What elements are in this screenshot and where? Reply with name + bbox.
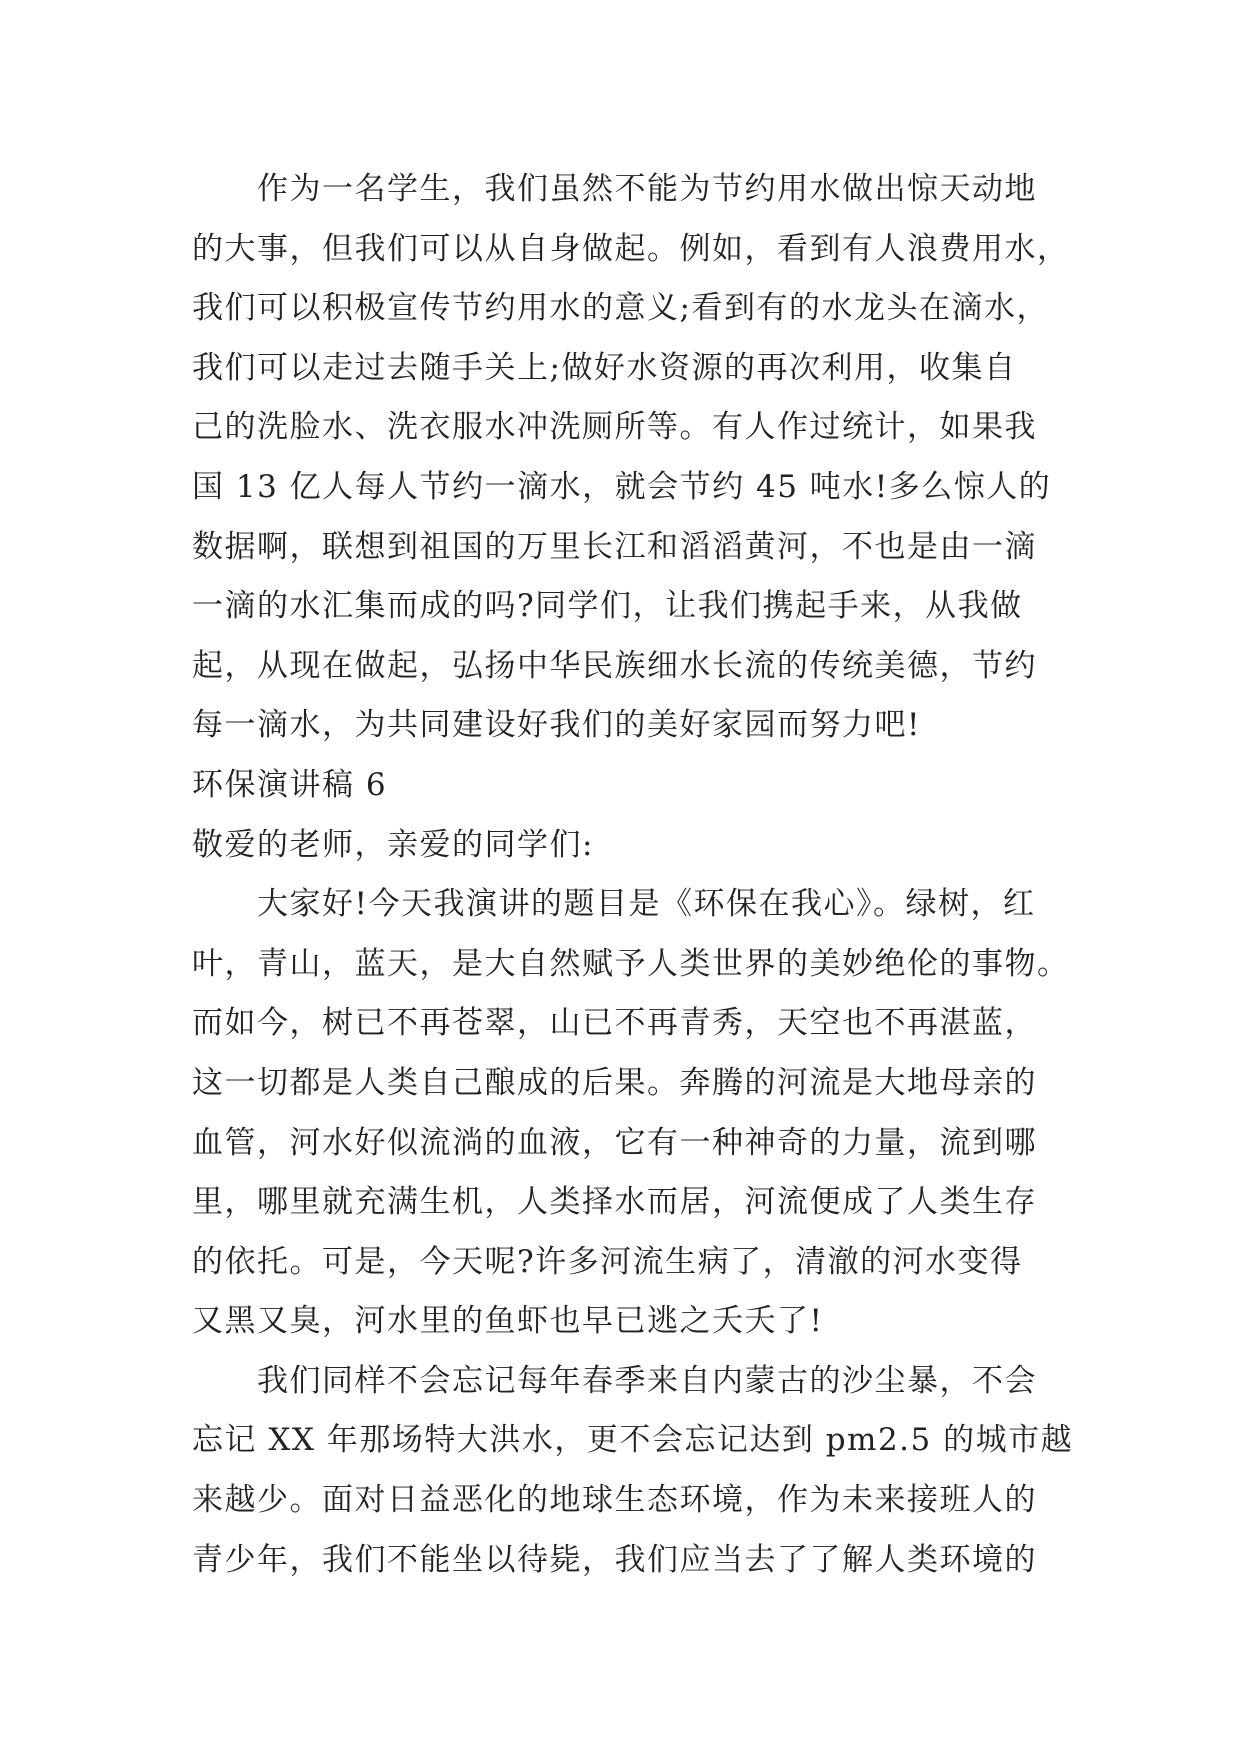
salutation: 敬爱的老师，亲爱的同学们: <box>192 826 594 863</box>
document-body <box>192 160 1072 1590</box>
paragraph-line: 国 13 亿人每人节约一滴水，就会节约 45 吨水!多么惊人的 <box>192 468 1052 505</box>
paragraph-line: 我们可以积极宣传节约用水的意义;看到有的水龙头在滴水， <box>192 290 1049 327</box>
paragraph-line: 我们可以走过去随手关上;做好水资源的再次利用，收集自 <box>192 349 1017 386</box>
paragraph-line: 又黑又臭，河水里的鱼虾也早已逃之夭夭了! <box>192 1303 824 1340</box>
paragraph-line: 数据啊，联想到祖国的万里长江和滔滔黄河，不也是由一滴 <box>192 528 1037 565</box>
paragraph-line: 己的洗脸水、洗衣服水冲洗厕所等。有人作过统计，如果我 <box>192 409 1037 446</box>
paragraph-line: 我们同样不会忘记每年春季来自内蒙古的沙尘暴，不会 <box>257 1362 1037 1399</box>
paragraph-line: 而如今，树已不再苍翠，山已不再青秀，天空也不再湛蓝， <box>192 1005 1037 1042</box>
paragraph-line: 作为一名学生，我们虽然不能为节约用水做出惊天动地 <box>257 171 1037 207</box>
paragraph-line: 这一切都是人类自己酿成的后果。奔腾的河流是大地母亲的 <box>192 1064 1037 1101</box>
paragraph-line: 起，从现在做起，弘扬中华民族细水长流的传统美德，节约 <box>192 647 1037 684</box>
paragraph-line: 每一滴水，为共同建设好我们的美好家园而努力吧! <box>192 707 921 744</box>
paragraph-line: 大家好!今天我演讲的题目是《环保在我心》。绿树，红 <box>257 886 1036 923</box>
paragraph-line: 青少年，我们不能坐以待毙，我们应当去了了解人类环境的 <box>192 1541 1037 1578</box>
paragraph-line: 血管，河水好似流淌的血液，它有一种神奇的力量，流到哪 <box>192 1124 1037 1161</box>
paragraph-line: 叶，青山，蓝天，是大自然赋予人类世界的美妙绝伦的事物。 <box>192 945 1070 982</box>
paragraph-line: 的依托。可是，今天呢?许多河流生病了，清澈的河水变得 <box>192 1243 1023 1280</box>
paragraph-line: 忘记 XX 年那场特大洪水，更不会忘记达到 pm2.5 的城市越 <box>192 1422 1074 1459</box>
paragraph-line: 里，哪里就充满生机，人类择水而居，河流便成了人类生存 <box>192 1184 1037 1221</box>
section-heading: 环保演讲稿 6 <box>192 766 388 803</box>
paragraph-line: 的大事，但我们可以从自身做起。例如，看到有人浪费用水， <box>192 230 1070 267</box>
paragraph-line: 一滴的水汇集而成的吗?同学们，让我们携起手来，从我做 <box>192 588 1023 625</box>
paragraph-line: 来越少。面对日益恶化的地球生态环境，作为未来接班人的 <box>192 1482 1037 1519</box>
